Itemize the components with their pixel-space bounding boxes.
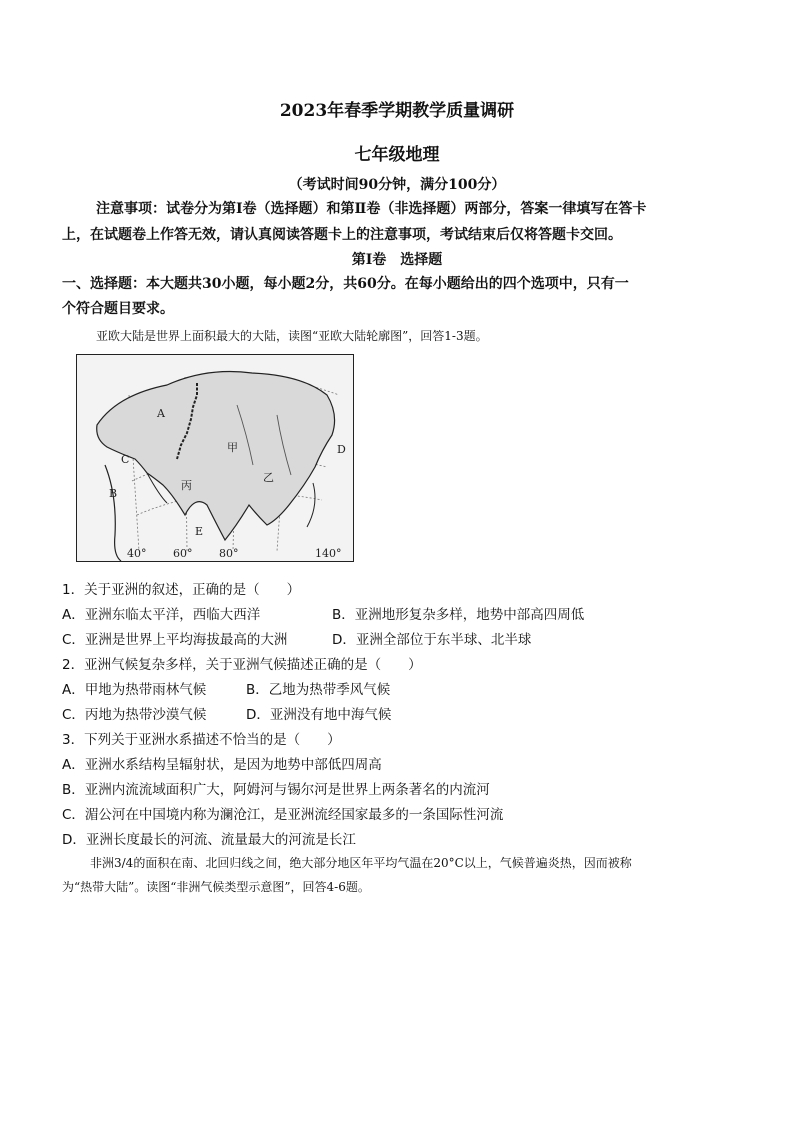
map-label-d: D (337, 443, 346, 456)
question-1-option-c: C．亚洲是世界上平均海拔最高的大洲 (62, 632, 288, 648)
map-longitude-40: 40° (127, 547, 147, 560)
notice-line-2: 上，在试题卷上作答无效，请认真阅读答题卡上的注意事项，考试结束后仅将答题卡交回。 (62, 227, 622, 243)
question-3-option-c: C．湄公河在中国境内称为澜沧江，是亚洲流经国家最多的一条国际性河流 (62, 807, 504, 823)
question-1-stem: 1．关于亚洲的叙述，正确的是（ ） (62, 582, 301, 598)
map-graphic (77, 355, 353, 561)
notice-line-1: 注意事项：试卷分为第Ⅰ卷（选择题）和第Ⅱ卷（非选择题）两部分，答案一律填写在答卡 (96, 201, 647, 217)
question-2-stem: 2．亚洲气候复杂多样，关于亚洲气候描述正确的是（ ） (62, 657, 422, 673)
question-3-option-a: A．亚洲水系结构呈辐射状，是因为地势中部低四周高 (62, 757, 382, 773)
map-label-jia: 甲 (227, 441, 238, 454)
map-label-b: B (109, 487, 118, 500)
question-1-option-a: A．亚洲东临太平洋，西临大西洋 (62, 607, 261, 623)
eurasia-outline-map (76, 354, 354, 562)
question-1-option-b: B．亚洲地形复杂多样，地势中部高四周低 (332, 607, 585, 623)
exam-subject: 七年级地理 (354, 145, 440, 165)
map-label-yi: 乙 (263, 471, 274, 484)
intro-passage-2-line-1: 非洲3/4的面积在南、北回归线之间，绝大部分地区年平均气温在20°C以上，气候普遍炎热，因而被称 (90, 856, 632, 870)
map-label-e: E (195, 525, 204, 538)
question-3-option-b: B．亚洲内流流域面积广大，阿姆河与锡尔河是世界上两条著名的内流河 (62, 782, 490, 798)
map-longitude-80: 80° (219, 547, 239, 560)
map-label-bing: 丙 (181, 479, 192, 492)
map-longitude-140: 140° (315, 547, 342, 560)
question-2-option-d: D．亚洲没有地中海气候 (246, 707, 392, 723)
section-title: 第Ⅰ卷 选择题 (351, 252, 443, 268)
map-label-c: C (121, 453, 130, 466)
part-one-line-1: 一、选择题：本大题共30小题，每小题2分，共60分。在每小题给出的四个选项中，只有一 (62, 276, 629, 292)
question-3-option-d: D．亚洲长度最长的河流、流量最大的河流是长江 (62, 832, 356, 848)
intro-passage-1: 亚欧大陆是世界上面积最大的大陆，读图“亚欧大陆轮廓图”，回答1-3题。 (96, 329, 488, 343)
question-3-stem: 3．下列关于亚洲水系描述不恰当的是（ ） (62, 732, 341, 748)
map-longitude-60: 60° (173, 547, 193, 560)
part-one-line-2: 个符合题目要求。 (62, 301, 174, 317)
question-2-option-a: A．甲地为热带雨林气候 (62, 682, 207, 698)
map-label-a: A (157, 407, 165, 420)
question-2-option-c: C．丙地为热带沙漠气候 (62, 707, 207, 723)
exam-time-info: （考试时间90分钟，满分100分） (288, 177, 506, 193)
question-1-option-d: D．亚洲全部位于东半球、北半球 (332, 632, 532, 648)
intro-passage-2-line-2: 为“热带大陆”。读图“非洲气候类型示意图”，回答4-6题。 (62, 880, 370, 894)
exam-title: 2023年春季学期教学质量调研 (279, 101, 515, 121)
question-2-option-b: B．乙地为热带季风气候 (246, 682, 391, 698)
